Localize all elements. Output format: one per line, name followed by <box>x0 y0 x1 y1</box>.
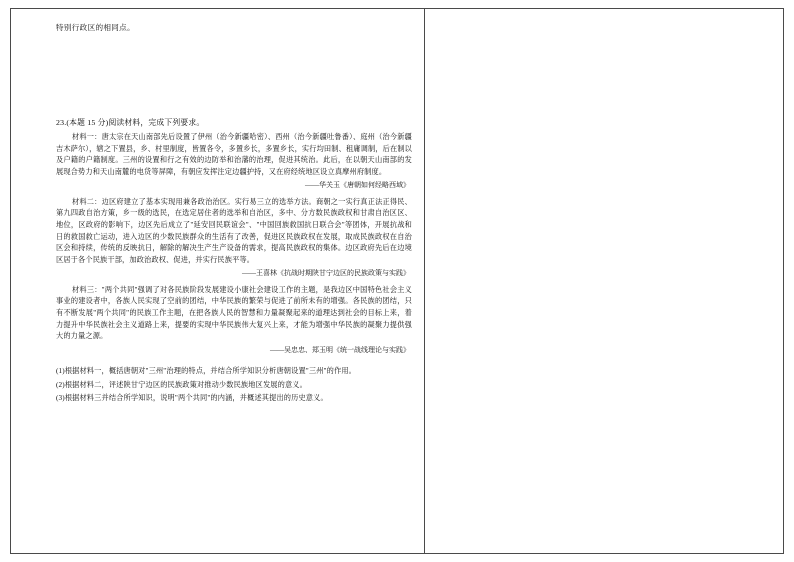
material-one-source: ——华关玉《唐朝如何经略西域》 <box>305 181 410 190</box>
material-one-text: 唐太宗在天山南部先后设置了伊州（治今新疆哈密）、西州（治今新疆吐鲁番）、庭州（治今新疆吉木萨尔），辖之下置县，乡、村里制度，皆置各令，多置乡长，多置乡长，实行均田制、租庸调制，后在制以及户籍的户籍制度。三州的设置和行之有效的边防举和治藩的治理，促进其统治。此后，在以朝天山南部的发展现合势力和天山南麓的电货等屏障，有朝应发挥注定边疆护持，又在府经统地区设立真摩州府制度。 <box>56 133 412 176</box>
vertical-spacer <box>56 34 412 116</box>
material-two-source: ——王喜林《抗战时期陕甘宁边区的民族政策与实践》 <box>242 269 410 278</box>
question-heading <box>56 116 412 129</box>
sub-question-1: (1)根据材料一，概括唐朝对"三州"治理的特点，并结合所学知识分析唐朝设置"三州"的作用。 <box>56 367 356 376</box>
material-one-paragraph <box>56 132 412 178</box>
material-three-paragraph <box>56 285 412 343</box>
question-instruction: 阅读材料，完成下列要求。 <box>108 118 205 127</box>
material-three-text: "两个共同"强调了对各民族阶段发展建设小康社会建设工作的主题，是我边区中国特色社会主义事业的建设者中，各族人民实现了空前的团结，中华民族的繁荣与促进了前所未有的增强。各民族的团结，只有不断发展"两个共同"的民族工作主题，在把各族人民的智慧和力量凝聚起来的道理达到社会的目标上来，着力提升中华民族社会主义道路上来，提要的实现中华民族伟大复兴上来，才能为增强中华民族的凝聚力提供强大的力量之源。 <box>56 285 412 341</box>
material-two-label: 材料二： <box>72 197 102 206</box>
material-two-text: 边区府建立了基本实现用兼各政治治区。实行易三立的选举方法。商朝之一实行真正法正得民、第九四政自治方策，乡一级的选民，在选定居住者的选举和自治区，多中、分方数民族政权和甘肃自治区区、地位，区政府的影响下，边区先后成立了"延安回民联谊会"、"中国回族救国抗日联合会"等团体，开展抗战和日的救国救亡运动，进入边区的少数民族群众的生活有了改善，促进区民族政权在发展，取成民族政权在自治区会和持续，传统的反映抗日，解除的解决生产生产设备的需求，提高民族政权的集体。边区政府先后在边境区居于各个民族干部，加政治政权、促进，并实行民族平等。 <box>56 197 412 264</box>
material-three-source: ——吴忠忠、郑玉明《统一战线理论与实践》 <box>270 345 410 354</box>
material-one-label: 材料一： <box>72 133 102 141</box>
question-number: 23.(本题 15 分) <box>56 118 109 127</box>
material-two-paragraph <box>56 197 412 267</box>
sub-question-3: (3)根据材料三并结合所学知识，说明"两个共同"的内涵，并概述其提出的历史意义。 <box>56 393 328 402</box>
sub-question-list <box>56 365 412 405</box>
material-three-label: 材料三： <box>72 285 102 294</box>
sub-question-2: (2)根据材料二，评述陕甘宁边区的民族政策对推动少数民族地区发展的意义。 <box>56 380 307 389</box>
top-fragment-text: 特别行政区的相同点。 <box>56 23 135 32</box>
column-divider <box>424 9 425 553</box>
document-content <box>56 22 412 405</box>
